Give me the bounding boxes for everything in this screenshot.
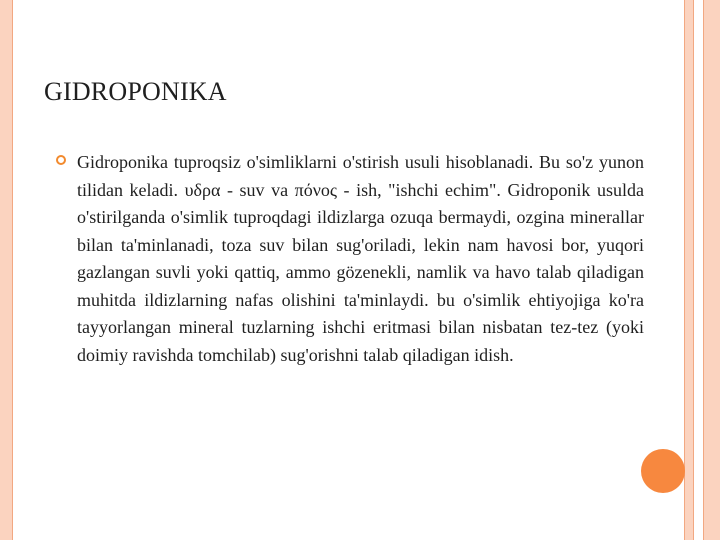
orange-circle-decoration — [641, 449, 685, 493]
right-panel-border-inner-left — [693, 0, 694, 540]
right-panel-border-outer — [684, 0, 685, 540]
left-decorative-stripe — [0, 0, 12, 540]
bullet-circle-icon — [56, 155, 66, 165]
slide-body-text: Gidroponika tuproqsiz o'simliklarni o'stirish usuli hisoblanadi. Bu so'z yunon tilidan keladi. υδρα - suv va πόνος - ish, "ishchi echim". Gidroponik usulda o'stirilganda o'simlik tuproqdagi ildizlarga ozuqa bermaydi, ozgina minerallar bilan ta'minlanadi, toza suv bilan sug'oriladi, lekin nam havosi bor, yuqori gazlangan suvli yoki qattiq, ammo gözenekli, namlik va havo talab qiladigan muhitda ildizlarning nafas olishini ta'minlaydi. bu o'simlik ehtiyojiga ko'ra tayyorlangan mineral tuzlarning ishchi eritmasi bilan nisbatan tez-tez (yoki doimiy ravishda tomchilab) sug'orishni talab qiladigan idish. — [77, 152, 644, 365]
right-panel-white-band — [694, 0, 703, 540]
right-panel-border-inner-right — [703, 0, 704, 540]
slide-title: GIDROPONIKA — [44, 77, 227, 106]
left-stripe-border — [12, 0, 13, 540]
